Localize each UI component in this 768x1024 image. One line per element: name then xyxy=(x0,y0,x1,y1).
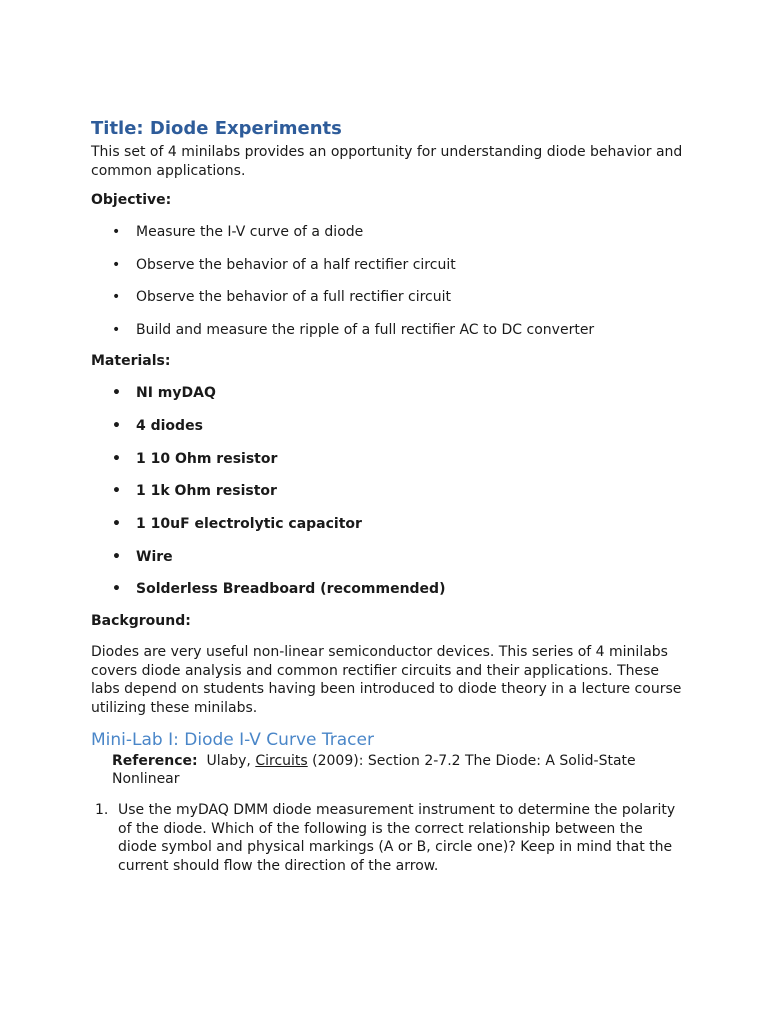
bullet-icon: • xyxy=(112,451,121,467)
materials-item: • Solderless Breadboard (recommended) xyxy=(112,581,446,597)
step-number: 1. xyxy=(95,802,109,818)
bullet-icon: • xyxy=(112,224,121,240)
materials-item: • Wire xyxy=(112,549,173,565)
objective-item: • Measure the I-V curve of a diode xyxy=(112,224,364,240)
objective-item: • Observe the behavior of a half rectifier circuit xyxy=(112,257,456,273)
bullet-icon: • xyxy=(112,257,121,273)
bullet-icon: • xyxy=(112,483,121,499)
bullet-icon: • xyxy=(112,289,121,305)
materials-item: • 1 10 Ohm resistor xyxy=(112,451,278,467)
bullet-icon: • xyxy=(112,581,121,597)
objective-item: • Build and measure the ripple of a full rectifier AC to DC converter xyxy=(112,322,595,338)
reference-author: Ulaby, xyxy=(206,753,251,769)
bullet-icon: • xyxy=(112,322,121,338)
step-text: Use the myDAQ DMM diode measurement instrument to determine the polarity of the diode. Which of the following is the correct relationship between the diode symbol and physical markings (A or B, circle one)? Keep in mind that the current should flow the direction of the arrow. xyxy=(118,802,676,874)
reference-rest: (2009): Section 2-7.2 The Diode: A Solid-State Nonlinear xyxy=(112,753,636,787)
bullet-icon: • xyxy=(112,418,121,434)
reference-book: Circuits xyxy=(255,753,308,769)
background-paragraph: Diodes are very useful non-linear semiconductor devices. This series of 4 minilabs covers diode analysis and common rectifier circuits and their applications. These labs depend on students having been introduced to diode theory in a lecture course utilizing these minilabs. xyxy=(91,644,682,716)
bullet-icon: • xyxy=(112,549,121,565)
materials-item: • 1 1k Ohm resistor xyxy=(112,483,277,499)
bullet-icon: • xyxy=(112,385,121,401)
objective-item: • Observe the behavior of a full rectifier circuit xyxy=(112,289,452,305)
document-title: Title: Diode Experiments xyxy=(91,118,342,139)
objective-heading: Objective: xyxy=(91,192,172,208)
materials-item: • 1 10uF electrolytic capacitor xyxy=(112,516,362,532)
reference-line xyxy=(112,752,672,788)
reference-label: Reference: xyxy=(112,753,198,769)
background-heading: Background: xyxy=(91,613,191,629)
materials-heading: Materials: xyxy=(91,353,171,369)
materials-item: • 4 diodes xyxy=(112,418,203,434)
minilab-1-heading: Mini-Lab I: Diode I-V Curve Tracer xyxy=(91,730,374,750)
materials-item: • NI myDAQ xyxy=(112,385,216,401)
bullet-icon: • xyxy=(112,516,121,532)
intro-paragraph: This set of 4 minilabs provides an opportunity for understanding diode behavior and common applications. xyxy=(91,144,683,179)
